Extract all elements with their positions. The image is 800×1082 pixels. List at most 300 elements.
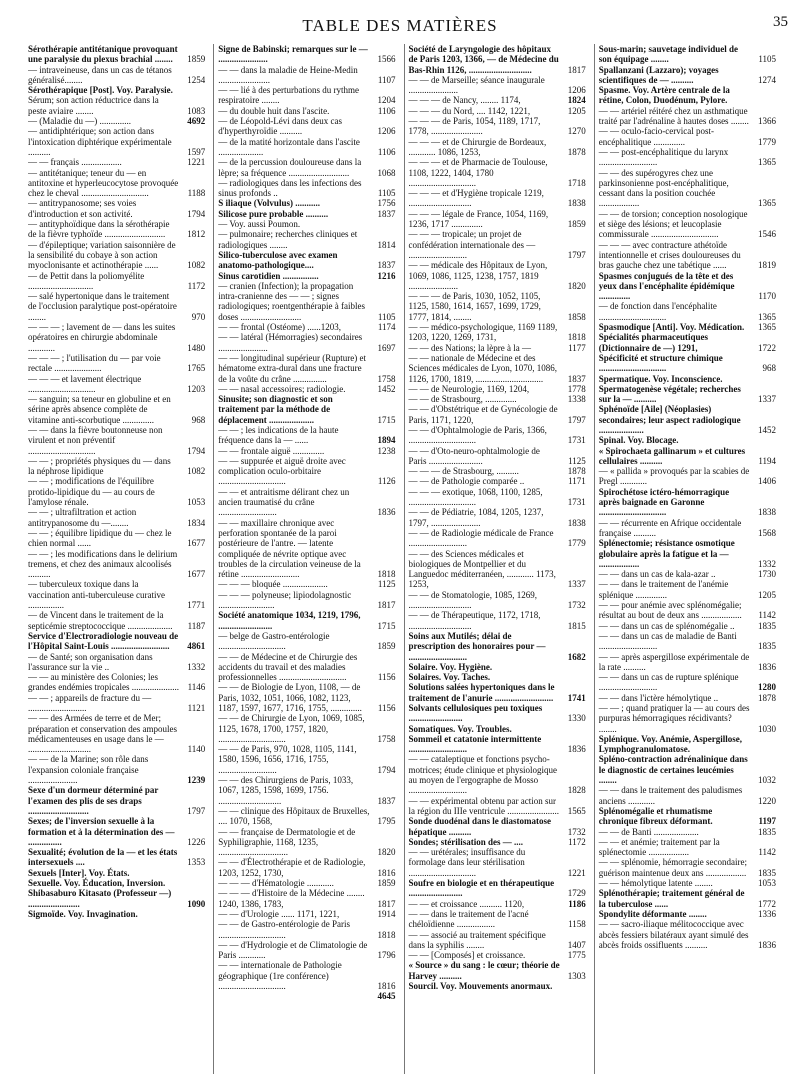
index-entry xyxy=(28,888,205,909)
index-entry-text: Sexualité; évolution de la — et les états intersexuels .... xyxy=(28,847,178,868)
index-entry-text: — belge de Gastro-entérologie .............................. xyxy=(218,630,330,652)
index-entry-text: — — dans le traitement de l'acné chéloïdienne ................. xyxy=(408,908,529,930)
index-entry xyxy=(28,394,205,425)
index-entry xyxy=(28,909,205,919)
index-entry xyxy=(599,106,776,127)
index-entry xyxy=(599,693,776,703)
index-entry-text: — — dans la maladie de Heine-Medin ....................... xyxy=(218,64,358,85)
index-entry-text: — de fonction dans l'encéphalite .............................. xyxy=(598,301,717,322)
index-entry-page: 1105 xyxy=(377,188,396,199)
index-entry-text: Spasmes conjugués de la tête et des yeux dans l'encéphalite épidémique .............. xyxy=(598,270,735,302)
index-entry-text: Soufre en biologie et en thérapeutique ........................ xyxy=(408,878,555,899)
index-entry-text: — — de Biologie de Lyon, 1108, — de Paris, 1032, 1051, 1066, 1082, 1123, 1187, 1597, 1677, 1716, 1755, .............. xyxy=(218,682,362,713)
index-entry-text: Splénomégalie et rhumatisme chronique fibreux déformant. xyxy=(598,805,713,827)
index-entry-text: — — des supérogyres chez une parkinsonienne post-encéphalitique, cessant dans la position couchée .................. xyxy=(598,167,729,209)
index-entry xyxy=(409,724,586,734)
index-entry-text: — — récurrente en Afrique occidentale française .......... xyxy=(598,517,742,538)
index-entry-text: — (Maladie du —) .............. xyxy=(28,116,131,127)
index-entry-page: 1732 xyxy=(567,826,586,837)
index-entry-page: 1053 xyxy=(758,878,776,889)
index-entry-text: Spinal. Voy. Blocage. xyxy=(598,435,679,446)
index-entry xyxy=(599,754,776,785)
index-entry-page: 1758 xyxy=(377,373,396,384)
index-entry-page: 1818 xyxy=(567,332,586,343)
index-entry-text: — — ; les modifications dans le delirium tremens, et chez des animaux alcoolisés .......... xyxy=(28,548,178,580)
index-entry xyxy=(409,631,586,662)
index-entry xyxy=(599,579,776,600)
index-entry-page: 1126 xyxy=(377,476,396,487)
index-entry-page: 1794 xyxy=(187,445,206,456)
index-entry-page: 1836 xyxy=(758,661,776,672)
index-entry xyxy=(409,899,586,909)
index-entry-page: 1718 xyxy=(567,177,586,188)
index-entry-page: 1765 xyxy=(187,363,206,374)
index-entry-page: 1818 xyxy=(377,929,396,940)
index-entry-page: 1338 xyxy=(567,394,586,405)
index-entry xyxy=(409,476,586,486)
index-entry-text: Sigmoïde. Voy. Invagination. xyxy=(28,908,138,919)
index-entry-text: — antitrypanosome; ses voies d'introduction et son activité. xyxy=(28,198,137,219)
index-entry xyxy=(218,137,395,158)
index-entry xyxy=(599,600,776,621)
index-entry xyxy=(599,240,776,271)
index-entry-page: 1197 xyxy=(758,816,776,827)
index-entry-text: — — dans un cas de rupture splénique .......................... xyxy=(598,672,739,693)
index-entry-text: — — de torsion; conception nosologique et siège des lésions; et leucoplasie commissurale .............................. xyxy=(598,208,748,240)
index-entry-page: 1730 xyxy=(758,569,776,580)
index-entry xyxy=(599,353,776,374)
index-entry-page: 1818 xyxy=(377,569,396,580)
index-entry-text: — — — légale de France, 1054, 1169, 1236, 1717 .............. xyxy=(408,208,549,230)
index-entry xyxy=(599,374,776,384)
index-entry-page: 1812 xyxy=(187,229,206,240)
index-entry xyxy=(218,353,395,384)
index-entry-page: 1206 xyxy=(377,126,396,137)
index-entry-text: — — ; propriétés physiques du — dans la néphrose lipidique xyxy=(28,455,171,477)
index-entry-page: 1836 xyxy=(377,507,396,518)
index-entry-page: 1480 xyxy=(187,342,206,353)
index-entry xyxy=(599,209,776,240)
index-entry-text: Sinusite; son diagnostic et son traitement par la méthode de déplacement .................... xyxy=(218,394,333,425)
index-entry-page: 1121 xyxy=(187,703,206,713)
index-entry-text: Sérothérapie antitétanique provoquant une paralysie du plexus brachial ........ xyxy=(28,44,178,65)
index-entry-text: Spermatogenèse végétale; recherches sur la — .......... xyxy=(598,383,741,405)
index-entry-page: 1816 xyxy=(377,867,396,878)
index-entry-page: 1568 xyxy=(758,527,776,538)
index-entry xyxy=(218,394,395,425)
index-entry-page: 1082 xyxy=(187,466,206,477)
index-entry-page: 1082 xyxy=(187,260,206,271)
index-entry-text: — — d'Oto-neuro-ophtalmologie de Paris ........................ xyxy=(408,445,540,466)
index-entry xyxy=(218,806,395,827)
index-entry-page: 1365 xyxy=(758,311,776,322)
index-entry-page: 1171 xyxy=(568,476,586,487)
index-entry-page: 1303 xyxy=(567,970,586,981)
index-entry-text: — — — d'Hématologie ............ xyxy=(218,878,334,889)
index-entry xyxy=(409,507,586,528)
index-entry xyxy=(28,528,205,549)
index-entry-text: — — des Nations; la lèpre à la — xyxy=(408,342,531,353)
index-entry-text: Spécificité et structure chimique .............................. xyxy=(598,352,723,374)
index-entry xyxy=(218,888,395,909)
index-entry-page: 1452 xyxy=(377,383,396,394)
index-entry-page: 1452 xyxy=(758,424,776,435)
index-entry-text: Splénectomie; résistance osmotique globulaire après la fatigue et la — .................. xyxy=(598,538,735,569)
index-entry xyxy=(28,868,205,878)
index-entry xyxy=(28,240,205,271)
index-entry xyxy=(599,827,776,837)
index-entry xyxy=(409,188,586,209)
index-entry xyxy=(599,538,776,569)
index-entry xyxy=(599,487,776,518)
index-entry-page: 1105 xyxy=(758,54,776,65)
index-entry-page: 1365 xyxy=(758,322,776,333)
index-entry xyxy=(218,271,395,281)
index-entry-page: 1817 xyxy=(567,64,586,75)
index-entry-text: — — de Pathologie comparée .. xyxy=(408,476,525,487)
index-entry xyxy=(599,837,776,858)
index-entry-page: 1336 xyxy=(758,908,776,919)
index-entry-text: — — pour anémie avec splénomégalie; résultat au bout de deux ans .................. xyxy=(598,600,742,621)
index-entry xyxy=(28,374,205,395)
index-entry-text: — radiologiques dans les infections des sinus profonds .. xyxy=(218,177,362,199)
index-entry-text: Solutions salées hypertoniques dans le traitement de l'anurie .......................... xyxy=(408,682,555,703)
index-entry-page: 4645 xyxy=(377,991,396,1002)
index-entry-page: 4692 xyxy=(187,116,206,127)
index-entry xyxy=(599,878,776,888)
index-entry-page: 1353 xyxy=(187,857,206,868)
index-entry xyxy=(218,85,395,106)
index-entry-page: 1106 xyxy=(377,105,396,116)
index-entry-text: Solvants cellulosiques peu toxiques ........................ xyxy=(408,703,543,724)
index-entry-text: — — d'Ophtalmologie de Paris, 1366, .............................. xyxy=(408,424,547,446)
index-entry-text: — — médico-psychologique, 1169 1189, 1203, 1220, 1269, 1731, xyxy=(408,322,558,343)
index-entry xyxy=(218,682,395,713)
index-entry-text: — — ; modifications de l'équilibre protido-lipidique du — au cours de l'amylose rénale. xyxy=(28,476,155,508)
index-entry-page: 970 xyxy=(191,311,206,322)
index-entry-text: — « pallida » provoqués par la scabies de Pregl ............ xyxy=(598,466,750,487)
index-entry xyxy=(218,456,395,487)
index-entry-text: — — — et d'Hygiène tropicale 1219, ............................ xyxy=(408,188,544,209)
index-entry-text: — pulmonaire; recherches cliniques et radiologiques ........ xyxy=(218,229,358,250)
index-entry-page: 1820 xyxy=(567,280,586,291)
index-entry xyxy=(599,785,776,806)
index-entry-page: 1878 xyxy=(567,146,586,157)
index-entry xyxy=(28,65,205,86)
index-entry-page: 1566 xyxy=(377,54,396,65)
index-entry-page: 1859 xyxy=(567,219,586,230)
index-entry xyxy=(218,446,395,456)
index-entry-page: 1337 xyxy=(567,579,586,590)
index-entry xyxy=(218,919,395,940)
index-entry-text: « Source » du sang : le cœur; théorie de Harvey .......... xyxy=(408,960,560,981)
index-entry xyxy=(28,878,205,888)
index-column-2 xyxy=(213,44,395,1074)
index-entry xyxy=(409,404,586,425)
index-entry-page: 1337 xyxy=(758,394,776,405)
index-entry-text: — — de Thérapeutique, 1172, 1718, ............................ xyxy=(408,610,541,631)
index-entry xyxy=(218,579,395,589)
index-entry-text: Spondylite déformante ........ xyxy=(598,908,707,919)
index-entry-page: 1406 xyxy=(758,476,776,487)
index-entry xyxy=(599,271,776,302)
index-entry xyxy=(409,930,586,951)
index-entry-text: — — splénomie, hémorragie secondaire; guérison maintenue deux ans .................. xyxy=(598,857,747,878)
index-entry-page: 1156 xyxy=(377,672,396,683)
index-entry-page: 1878 xyxy=(758,692,776,703)
index-entry-page: 1819 xyxy=(758,260,776,271)
index-entry-page: 1778 xyxy=(567,383,586,394)
index-entry-text: Sondes; stérilisation des — .... xyxy=(408,836,524,847)
index-entry-page: 1772 xyxy=(758,898,776,909)
index-entry xyxy=(28,322,205,353)
index-entry-text: — — de Banti .................... xyxy=(598,826,699,837)
index-entry-page: 4861 xyxy=(187,641,206,652)
index-entry xyxy=(409,425,586,446)
index-entry-page: 1146 xyxy=(187,682,206,693)
index-entry xyxy=(28,549,205,580)
index-entry xyxy=(599,301,776,322)
index-entry xyxy=(599,332,776,353)
index-entry-text: — — latéral (Hémorragies) secondaires ...................... xyxy=(218,332,363,353)
index-entry xyxy=(599,734,776,755)
index-entry-text: — — ; les indications de la haute fréquence dans la — ...... xyxy=(218,424,339,446)
index-entry xyxy=(599,404,776,435)
index-entry xyxy=(28,631,205,652)
index-entry-page: 1677 xyxy=(187,538,206,549)
index-entry-page: 1221 xyxy=(187,157,206,168)
index-entry-page: 1796 xyxy=(377,950,396,961)
index-entry-text: — — de Stomatologie, 1085, 1269, ............................ xyxy=(408,589,537,611)
index-entry xyxy=(599,147,776,168)
index-entry-page: 1205 xyxy=(758,589,776,600)
index-column-3 xyxy=(404,44,586,1074)
index-entry xyxy=(218,909,395,919)
index-entry-text: — — [Composés] et croissance. xyxy=(408,950,526,961)
index-entry-text: Spallanzani (Lazzaro); voyages scientifiques de — .......... xyxy=(598,64,719,85)
index-entry xyxy=(218,518,395,580)
index-entry-page: 1722 xyxy=(758,342,776,353)
index-entry-page: 1771 xyxy=(187,600,206,611)
index-entry-text: — — au ministère des Colonies; les grandes endémies tropicales ..................... xyxy=(28,672,179,693)
index-entry xyxy=(218,332,395,353)
index-entry-text: — — — et lavement électrique .............................. xyxy=(28,373,142,394)
index-entry xyxy=(218,157,395,178)
index-columns xyxy=(28,44,776,1074)
index-entry xyxy=(409,343,586,353)
index-entry-text: — — dans le traitement des paludismes anciens ............ xyxy=(598,785,743,806)
index-entry xyxy=(28,291,205,322)
index-entry-text: — antityphoïdique dans la sérothérapie de la fièvre typhoïde ........................... xyxy=(28,219,170,240)
index-entry xyxy=(599,909,776,919)
index-entry xyxy=(409,662,586,672)
index-entry xyxy=(409,384,586,394)
index-entry-text: — — hémolytique latente ........ xyxy=(598,878,713,889)
index-entry-page: 1188 xyxy=(187,188,206,199)
index-entry-page: 1797 xyxy=(187,805,206,816)
index-entry-text: Spécialités pharmaceutiques (Dictionnaire de —) 1291, xyxy=(598,332,708,353)
index-entry-page: 1859 xyxy=(377,641,396,652)
index-entry-text: — — internationale de Pathologie géographique (1re conférence) .............................. xyxy=(218,960,342,992)
index-entry-page: 1206 xyxy=(567,85,586,96)
index-entry xyxy=(218,827,395,858)
index-entry xyxy=(218,250,395,271)
index-entry-page: 1838 xyxy=(567,198,586,209)
index-entry xyxy=(409,590,586,611)
index-entry-text: — sanguin; sa teneur en globuline et en sérine après absence complète de vitamine anti-scorbutique .............. xyxy=(28,394,171,425)
index-entry xyxy=(218,229,395,250)
index-entry xyxy=(218,878,395,888)
index-entry-text: Spléno-contraction adrénalinique dans le diagnostic de certaines leucémies ........ xyxy=(598,754,748,786)
index-entry-page: 1177 xyxy=(568,342,586,353)
index-entry xyxy=(218,281,395,322)
index-entry-text: Splénothérapie; traitement général de la tuberculose ...... xyxy=(598,888,745,909)
index-entry xyxy=(599,65,776,86)
index-entry xyxy=(599,919,776,950)
index-entry xyxy=(28,785,205,816)
index-entry-text: « Spirochaeta gallinarum » et cultures cellulaires .......... xyxy=(598,445,746,466)
index-entry-text: — — — du Nord, .... 1142, 1221, xyxy=(408,105,531,116)
index-entry-text: Shibasaburo Kitasato (Professeur —) ....................... xyxy=(28,888,172,909)
index-entry xyxy=(599,322,776,332)
index-entry-text: — — dans l'ictère hémolytique .. xyxy=(598,692,719,703)
index-entry-page: 1838 xyxy=(758,507,776,518)
index-entry-text: — — des Chirurgiens de Paris, 1033, 1067, 1285, 1598, 1699, 1756. ............................ xyxy=(218,775,354,806)
index-entry-text: — — de Marseille; séance inaugurale ...................... xyxy=(408,74,545,96)
index-entry-text: Service d'Electroradiologie nouveau de l'Hôpital Saint-Louis .......................... xyxy=(28,630,179,652)
index-entry-text: — — de Gastro-entérologie de Paris .............................. xyxy=(218,919,350,940)
index-entry-page: 1125 xyxy=(568,455,586,466)
index-entry xyxy=(218,857,395,878)
index-entry-page: 1083 xyxy=(187,105,206,116)
index-entry-page: 1834 xyxy=(187,517,206,528)
index-entry xyxy=(409,796,586,817)
index-entry xyxy=(28,168,205,199)
index-entry-text: — de Santé; son organisation dans l'assurance sur la vie .. xyxy=(28,651,153,672)
index-entry-page: 1597 xyxy=(187,146,206,157)
index-entry-page: 1682 xyxy=(567,651,586,662)
index-entry-text: — — de Chirurgie de Lyon, 1069, 1085, 1125, 1678, 1700, 1757, 1820, .............................. xyxy=(218,713,365,744)
index-entry xyxy=(218,713,395,744)
index-entry-page: 1797 xyxy=(567,249,586,260)
index-entry xyxy=(218,106,395,116)
index-entry-page: 1814 xyxy=(377,239,396,250)
index-entry-page: 1731 xyxy=(567,497,586,508)
index-entry-page: 1836 xyxy=(758,939,776,950)
index-entry-page: 1220 xyxy=(758,795,776,806)
index-entry-text: — — — polyneuse; lipiodolagnostic ......................... xyxy=(218,589,352,611)
index-entry-text: — antidiphtérique; son action dans l'intoxication diphtérique expérimentale .......... xyxy=(28,126,172,157)
index-entry xyxy=(28,157,205,167)
index-entry xyxy=(409,394,586,404)
index-entry xyxy=(409,981,586,991)
index-entry xyxy=(599,466,776,487)
index-entry-text: — — — de Paris, 1054, 1189, 1717, 1778, ....................... xyxy=(408,116,541,137)
index-entry xyxy=(409,610,586,631)
index-entry-text: — — maxillaire chronique avec perforation spontanée de la paroi postérieure de l'antre. — latente compliquée de névrite optique avec troubles de la circulation veineuse de la rétine .......................... xyxy=(218,517,361,580)
index-entry xyxy=(218,991,395,1001)
index-entry-page: 1226 xyxy=(187,836,206,847)
index-entry-page: 1238 xyxy=(377,445,396,456)
index-entry-page: 1140 xyxy=(187,744,206,755)
index-entry xyxy=(28,476,205,507)
index-entry xyxy=(409,909,586,930)
index-entry-text: — — après aspergillose expérimentale de la rate .......... xyxy=(598,651,750,672)
index-entry-page: 1239 xyxy=(187,775,206,786)
index-entry-text: — — de Strasbourg, .............. xyxy=(408,394,517,405)
index-entry-page: 1817 xyxy=(377,600,396,611)
index-entry xyxy=(409,487,586,508)
index-entry xyxy=(599,652,776,673)
index-entry-text: — salé hypertonique dans le traitement de l'occlusion paralytique post-opératoire ........ xyxy=(28,291,177,322)
index-entry-page: 1837 xyxy=(567,373,586,384)
index-entry xyxy=(28,219,205,240)
index-entry xyxy=(599,703,776,734)
index-entry-text: — de Pettit dans la poliomyélite ............................. xyxy=(28,270,145,291)
index-entry xyxy=(599,569,776,579)
index-entry-text: Sexe d'un dormeur déterminé par l'examen des plis de ses draps ........................... xyxy=(28,785,159,816)
index-entry-page: 1216 xyxy=(377,270,396,281)
index-entry xyxy=(28,672,205,693)
index-entry-page: 1741 xyxy=(567,692,586,703)
index-entry-text: — d'épileptique; variation saisonnière de la sensibilité du cobaye à son action myoclonisante et actinothérapie ...... xyxy=(28,239,176,271)
index-entry xyxy=(218,652,395,683)
index-entry-page: 1565 xyxy=(567,805,586,816)
index-entry-text: Solaires. Voy. Taches. xyxy=(408,672,491,683)
index-entry xyxy=(599,888,776,909)
index-entry xyxy=(218,610,395,631)
index-entry-page: 1779 xyxy=(758,136,776,147)
index-entry xyxy=(409,754,586,795)
index-entry xyxy=(409,466,586,476)
index-entry-page: 1032 xyxy=(758,775,776,786)
index-entry-text: — de la matité horizontale dans l'ascite .................... xyxy=(218,136,360,157)
index-entry xyxy=(218,322,395,332)
index-entry-text: — — — avec contracture athétoïde intentionnelle et crises douloureuses du bras gauche chez une tabétique ...... xyxy=(598,239,741,271)
index-entry-text: Sexuelle. Voy. Éducation, Inversion. xyxy=(28,878,166,889)
index-entry xyxy=(409,322,586,343)
index-entry-text: — — de la Marine; son rôle dans l'expansion coloniale française ...................... xyxy=(28,754,149,786)
index-entry-text: Spermatique. Voy. Inconscience. xyxy=(598,373,723,384)
index-entry xyxy=(409,446,586,467)
index-entry xyxy=(28,610,205,631)
index-entry xyxy=(28,126,205,157)
index-entry-page: 1732 xyxy=(567,600,586,611)
index-entry xyxy=(599,44,776,65)
index-entry xyxy=(28,44,205,65)
index-entry xyxy=(218,590,395,611)
index-entry xyxy=(409,291,586,322)
index-entry-page: 1105 xyxy=(377,311,396,322)
index-entry-page: 1838 xyxy=(567,517,586,528)
index-entry-text: — — dans un cas de kala-azar .. xyxy=(598,569,716,580)
index-entry-text: — intraveineuse, dans un cas de tétanos généralisé........ xyxy=(28,64,172,85)
page-header xyxy=(0,0,800,40)
index-entry-text: — — expérimental obtenu par action sur la région du IIIe ventricule ....................... xyxy=(408,795,559,816)
index-entry-text: — — des Sciences médicales et biologiques de Montpellier et du Languedoc méditerranéen, ............ 1173, 1253, xyxy=(408,548,556,590)
page-title: TABLE DES MATIÈRES xyxy=(302,16,498,35)
index-entry xyxy=(28,507,205,528)
index-entry-page: 1758 xyxy=(377,733,396,744)
index-entry-page: 1270 xyxy=(567,126,586,137)
index-entry-page: 1677 xyxy=(187,569,206,580)
index-entry-text: — — d'Hydrologie et de Climatologie de Paris ............ xyxy=(218,939,368,961)
index-entry-text: — — post-encéphalitique du larynx .......................... xyxy=(598,146,729,168)
index-entry xyxy=(599,446,776,467)
index-entry-page: 1797 xyxy=(567,414,586,425)
index-entry-page: 1731 xyxy=(567,435,586,446)
index-entry-page: 1729 xyxy=(567,888,586,899)
